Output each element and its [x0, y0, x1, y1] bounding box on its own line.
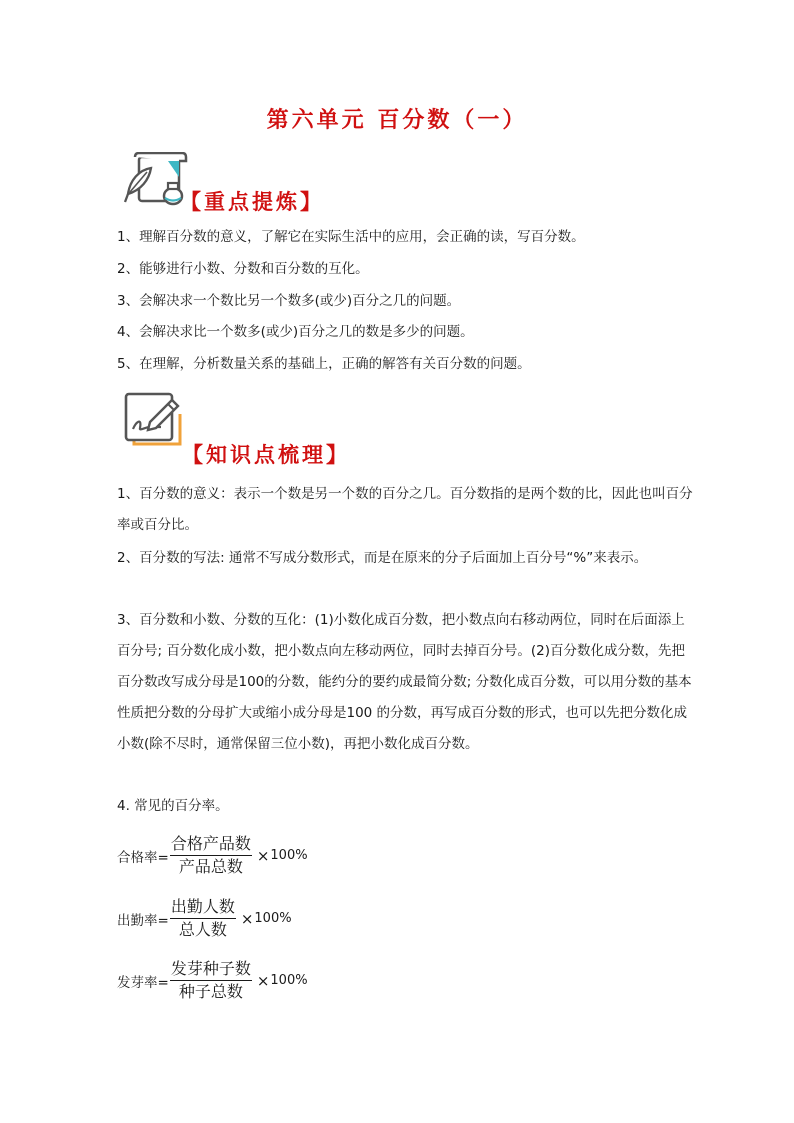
formula-label: 合格率= — [117, 849, 169, 866]
page-title: 第六单元 百分数（一） — [266, 107, 528, 133]
knowledge-paragraph: 4. 常见的百分率。 — [117, 798, 229, 814]
key-point-item: 3、会解决求一个数比另一个数多(或少)百分之几的问题。 — [117, 293, 461, 309]
fraction — [170, 834, 252, 877]
fraction — [170, 959, 252, 1002]
fraction-numerator: 出勤人数 — [170, 897, 236, 919]
percent-value: 100% — [270, 848, 308, 863]
knowledge-paragraph: 2、百分数的写法: 通常不写成分数形式，而是在原来的分子后面加上百分号“%”来表示。 — [117, 550, 648, 566]
fraction — [170, 897, 236, 940]
times-sign: × — [240, 909, 254, 928]
section-heading-key-points: 【重点提炼】 — [180, 189, 324, 214]
knowledge-paragraph: 1、百分数的意义：表示一个数是另一个数的百分之几。百分数指的是两个数的比，因此也叫百分率或百分比。 — [117, 486, 693, 533]
key-point-item: 1、理解百分数的意义，了解它在实际生活中的应用，会正确的读，写百分数。 — [117, 229, 585, 245]
fraction-numerator: 发芽种子数 — [170, 959, 252, 981]
times-sign: × — [256, 846, 270, 865]
percent-value: 100% — [270, 973, 308, 988]
formula-label: 发芽率= — [117, 974, 169, 991]
key-point-item: 4、会解决求比一个数多(或少)百分之几的数是多少的问题。 — [117, 324, 474, 340]
formula-pass-rate — [117, 834, 308, 877]
times-sign: × — [256, 971, 270, 990]
formula-label: 出勤率= — [117, 912, 169, 929]
formula-attendance-rate — [117, 897, 292, 940]
fraction-denominator: 总人数 — [178, 920, 227, 939]
notepad-pencil-icon — [120, 392, 190, 452]
knowledge-paragraph: 3、百分数和小数、分数的互化：(1)小数化成百分数，把小数点向右移动两位，同时在后面添上百分号; 百分数化成小数，把小数点向左移动两位，同时去掉百分号。(2)百分数化成分数，先把百分数改写成分母是100的分数，能约分的要约成最简分数; 分数化成百分数，可以用分数的基本性质把分数的分母扩大或缩小成分母是100 的分数，再写成百分数的形式，也可以先把分数化成小数(除不尽时，通常保留三位小数)，再把小数化成百分数。 — [117, 612, 692, 752]
fraction-denominator: 种子总数 — [178, 982, 243, 1001]
section-heading-knowledge: 【知识点梳理】 — [182, 442, 350, 467]
key-point-item: 2、能够进行小数、分数和百分数的互化。 — [117, 261, 369, 277]
formula-germination-rate — [117, 959, 308, 1002]
percent-value: 100% — [254, 911, 292, 926]
fraction-numerator: 合格产品数 — [170, 834, 252, 856]
key-point-item: 5、在理解，分析数量关系的基础上，正确的解答有关百分数的问题。 — [117, 356, 531, 372]
fraction-denominator: 产品总数 — [178, 857, 243, 876]
